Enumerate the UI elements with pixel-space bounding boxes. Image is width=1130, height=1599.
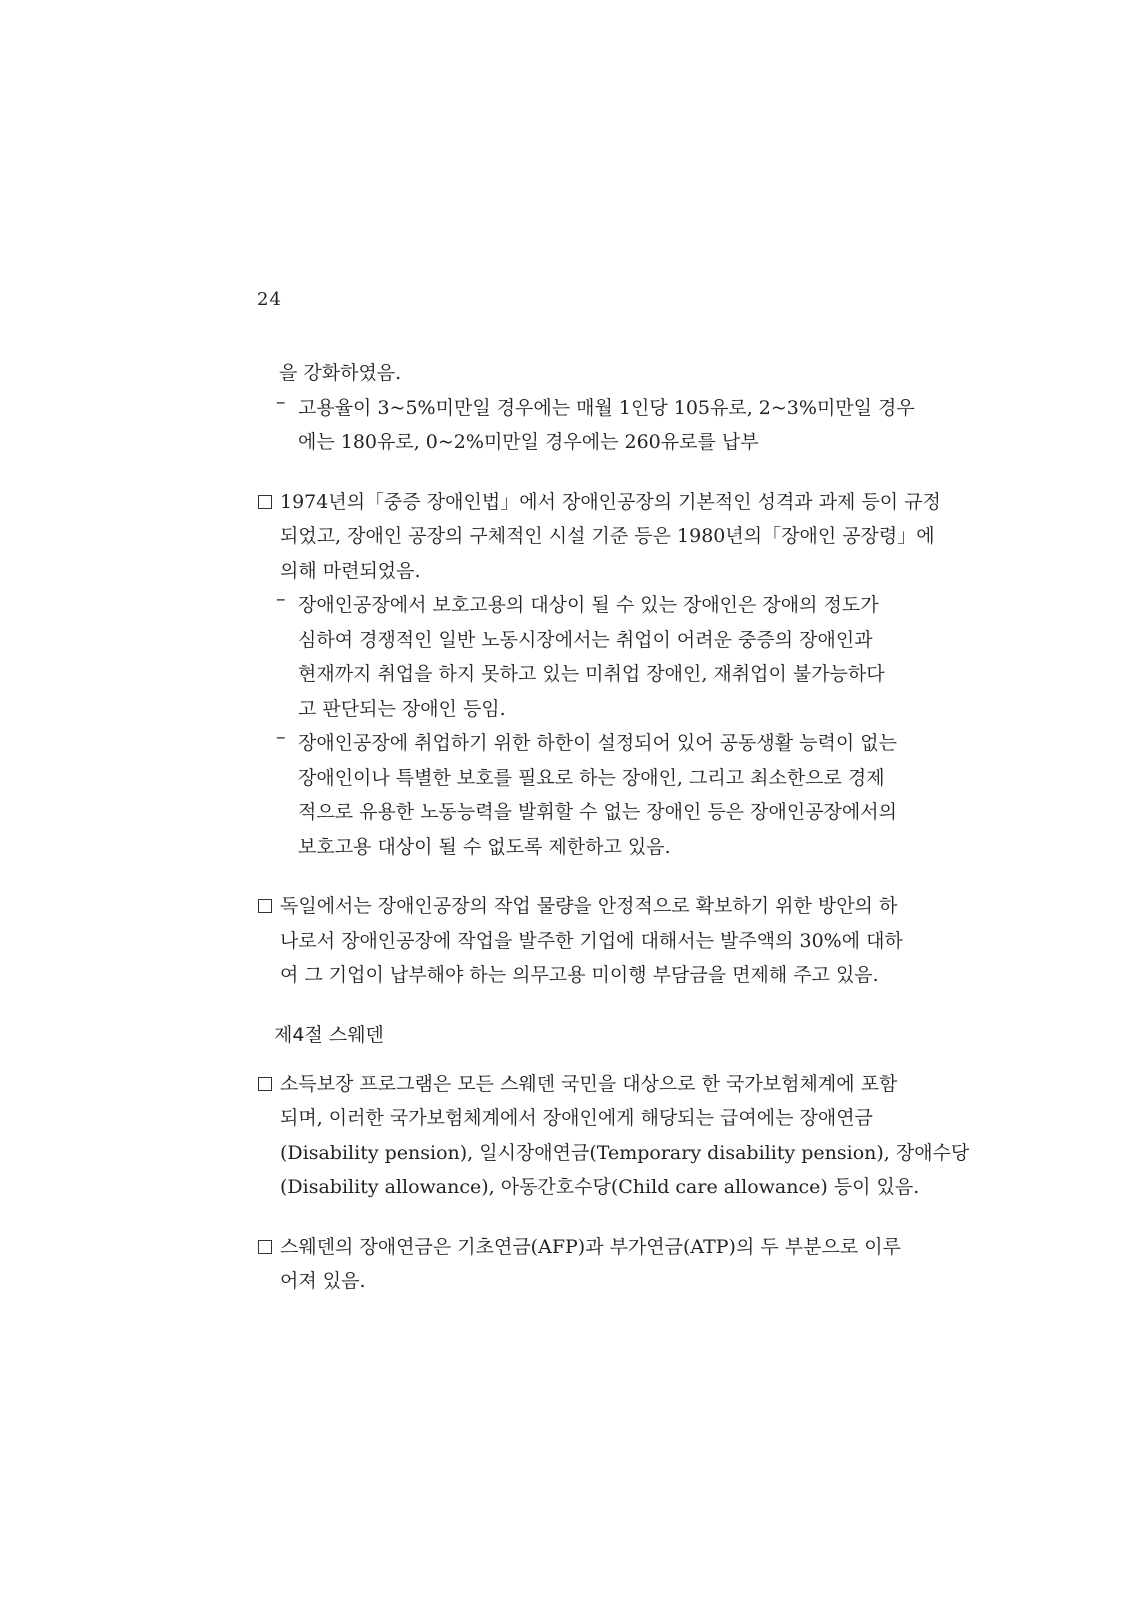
paragraph-line: 여 그 기업이 납부해야 하는 의무고용 미이행 부담금을 면제해 주고 있음. [280, 964, 879, 986]
paragraph-line: 현재까지 취업을 하지 못하고 있는 미취업 장애인, 재취업이 불가능하다 [298, 663, 885, 685]
paragraph-line: 어져 있음. [280, 1270, 366, 1292]
dash-marker: – [276, 390, 286, 413]
paragraph-line: 보호고용 대상이 될 수 없도록 제한하고 있음. [298, 835, 671, 858]
dash-item [258, 588, 885, 726]
paragraph-line: 심하여 경쟁적인 일반 노동시장에서는 취업이 어려운 중증의 장애인과 [298, 628, 873, 651]
square-bullet-icon [258, 1077, 272, 1091]
square-bullet-icon [258, 899, 272, 913]
dash-item [258, 390, 915, 460]
paragraph-line: 장애인이나 특별한 보호를 필요로 하는 장애인, 그리고 최소한으로 경제 [298, 766, 885, 789]
paragraph-line: 고용율이 3~5%미만일 경우에는 매월 1인당 105유로, 2~3%미만일 경우 [298, 396, 915, 419]
bullet-item [258, 485, 941, 589]
paragraph-line: 을 강화하였음. [279, 362, 402, 384]
paragraph-line: (Disability pension), 일시장애연금(Temporary disability pension), 장애수당 [280, 1141, 970, 1164]
paragraph-line: 장애인공장에서 보호고용의 대상이 될 수 있는 장애인은 장애의 정도가 [298, 594, 879, 616]
square-bullet-icon [258, 1240, 272, 1254]
paragraph-line: 고 판단되는 장애인 등임. [298, 697, 506, 720]
dash-item [258, 726, 897, 864]
bullet-item [258, 889, 903, 993]
paragraph-line: 되며, 이러한 국가보험체계에서 장애인에게 해당되는 급여에는 장애연금 [280, 1107, 873, 1129]
dash-marker: – [276, 726, 286, 748]
paragraph-line: (Disability allowance), 아동간호수당(Child care allowance) 등이 있음. [280, 1176, 920, 1198]
section-title: 제4절 스웨덴 [274, 1023, 384, 1046]
paragraph-line: 적으로 유용한 노동능력을 발휘할 수 없는 장애인 등은 장애인공장에서의 [298, 801, 897, 823]
bullet-item [258, 1067, 970, 1205]
paragraph-line: 나로서 장애인공장에 작업을 발주한 기업에 대해서는 발주액의 30%에 대하 [280, 929, 903, 952]
paragraph-line: 되었고, 장애인 공장의 구체적인 시설 기준 등은 1980년의「장애인 공장령」에 [280, 525, 935, 547]
paragraph-line: 장애인공장에 취업하기 위한 하한이 설정되어 있어 공동생활 능력이 없는 [298, 732, 897, 754]
paragraph-line: 의해 마련되었음. [280, 559, 421, 582]
bullet-item [258, 1230, 901, 1299]
document-body [258, 356, 970, 1299]
square-bullet-icon [258, 495, 272, 509]
paragraph-line: 스웨덴의 장애연금은 기초연금(AFP)과 부가연금(ATP)의 두 부분으로 이루 [280, 1235, 901, 1258]
page-number: 24 [257, 289, 282, 310]
paragraph-line: 에는 180유로, 0~2%미만일 경우에는 260유로를 납부 [298, 431, 759, 453]
paragraph-line: 1974년의「중증 장애인법」에서 장애인공장의 기본적인 성격과 과제 등이 규정 [280, 490, 941, 513]
paragraph-line: 독일에서는 장애인공장의 작업 물량을 안정적으로 확보하기 위한 방안의 하 [280, 895, 898, 917]
paragraph-line: 소득보장 프로그램은 모든 스웨덴 국민을 대상으로 한 국가보험체계에 포함 [280, 1072, 898, 1095]
dash-marker: – [276, 588, 286, 610]
